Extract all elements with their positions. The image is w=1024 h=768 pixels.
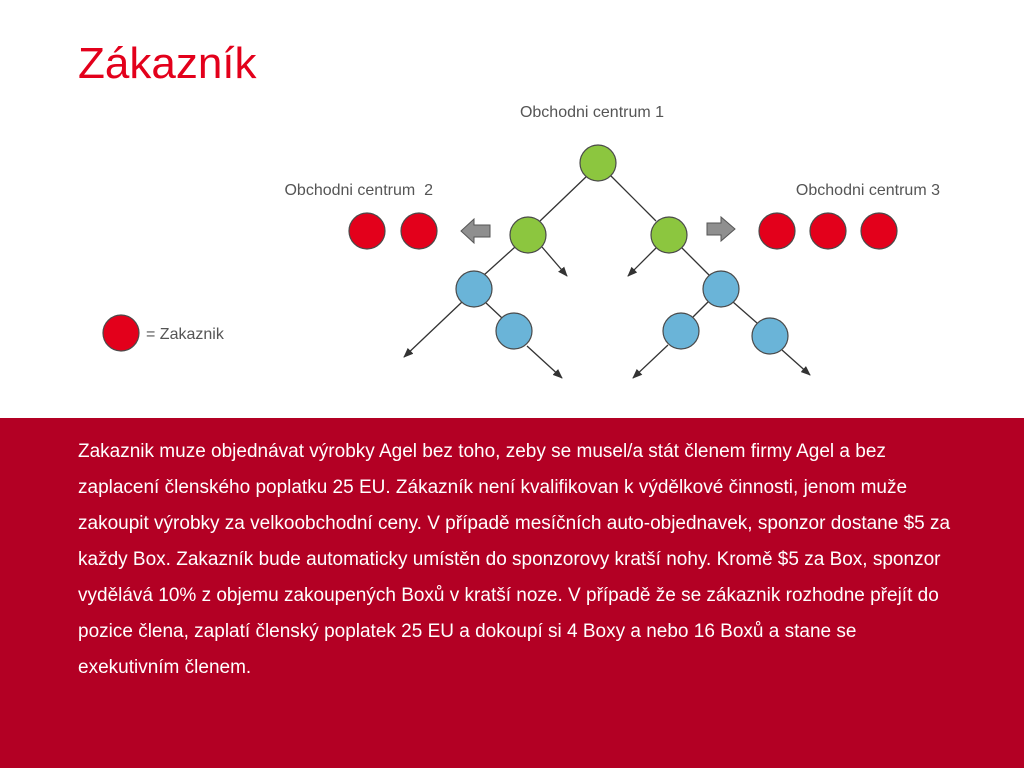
green-node-left [510,217,546,253]
connector-leftblue-child [485,302,502,318]
legend-customer-icon [103,315,139,351]
blue-node-right-3 [752,318,788,354]
center-3-label: Obchodni centrum 3 [795,182,940,199]
customer-nodes [349,213,897,249]
blue-node-left-1 [456,271,492,307]
connector-root-right [610,175,656,221]
connector-left-mid [484,247,515,275]
customer-node-center3-3 [861,213,897,249]
legend-label: = Zakaznik [146,326,224,343]
connector-rightblue-child [693,302,708,317]
connector-root-left [540,175,588,221]
connector-leftblue-out [404,302,462,357]
center-2-label: Obchodni centrum 2 [284,182,433,199]
customer-node-center3-2 [810,213,846,249]
connector-right-arrow [628,248,656,276]
connector-rightblue-link [733,302,757,323]
blue-node-right-1 [703,271,739,307]
connector-right-child-arrow [633,345,668,378]
green-node-right [651,217,687,253]
left-block-arrow-icon [461,219,490,243]
connector-right-mid [682,248,710,276]
right-block-arrow-icon [707,217,735,241]
connector-left-arrow [542,247,567,276]
customer-node-center2-1 [349,213,385,249]
blue-node-left-2 [496,313,532,349]
green-node-root [580,145,616,181]
customer-node-center3-1 [759,213,795,249]
tree-nodes [456,145,788,354]
connector-left-child-arrow [527,346,562,378]
customer-node-center2-2 [401,213,437,249]
center-1-label: Obchodni centrum 1 [519,104,665,121]
description-text: Zakaznik muze objednávat výrobky Agel bez toho, zeby se musel/a stát členem firmy Agel a bez zaplacení členského poplatku 25 EU. Zákazník není kvalifikovan k výdělkové činnosti, jenom muže zakoupit výrobky za velkoobchodní ceny. V případě mesíčních auto-objednavek, sponzor dostane $5 za každy Box. Zakazník bude automaticky umístěn do sponzorovy kratší nohy. Kromě $5 za Box, sponzor vydělává 10% z objemu zakoupených Boxů v kratší noze. V případě že se zákaznik rozhodne přejít do pozice člena, zaplatí členský poplatek 25 EU a dokoupí si 4 Boxy a nebo 16 Boxů a stane se exekutivním členem. [78,441,951,678]
page-title: Zákazník [78,39,257,88]
connector-far-right-arrow [782,350,810,375]
blue-node-right-2 [663,313,699,349]
